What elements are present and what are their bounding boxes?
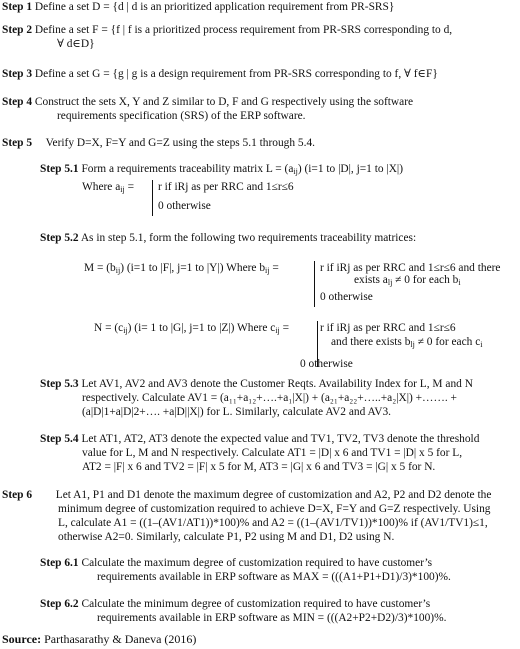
step-5-4 (40, 433, 479, 446)
matrix-m-def: M = (b (84, 262, 116, 274)
step-5-1-case-1: r if iRj as per RRC and 1≤r≤6 (158, 181, 294, 193)
step-5-3-line-1: Let AV1, AV2 and AV3 denote the Customer Reqts. Availability Index for L, M and N (81, 378, 473, 390)
step-6-2-label: Step 6.2 (40, 598, 79, 610)
step-1-label: Step 1 (2, 1, 33, 13)
step-5-4-line-2: value for L, M and N respectively. Calculate AT1 = |D| x 6 and TV1 = |D| x 5 for L, (82, 447, 463, 459)
step-4-label: Step 4 (2, 96, 33, 108)
step-3 (2, 68, 438, 81)
source-citation (2, 633, 196, 646)
step-6-line-2: minimum degree of customization required to achieve D=X, F=Y and G=Z respectively. Using (58, 503, 491, 515)
step-6 (2, 489, 491, 502)
matrix-n-rest: ) (i= 1 to |G|, j=1 to |Z|) Where c (127, 322, 276, 334)
matrix-n-def: N = (c (94, 322, 124, 334)
matrix-n-case-1b-rest: ≠ 0 for each c (414, 336, 481, 348)
step-3-text: Define a set G = {g | g is a design requirement from PR-SRS corresponding to f, ∀ f∈F} (34, 68, 438, 80)
step-6-line-1: Let A1, P1 and D1 denote the maximum degree of customization and A2, P2 and D2 denote the (55, 489, 492, 501)
matrix-m-case-1b-sub: lj (387, 278, 393, 287)
step-5-2-label: Step 5.2 (40, 232, 79, 244)
step-6-1-label: Step 6.1 (40, 557, 79, 569)
step-5-label: Step 5 (2, 137, 33, 149)
step-6-label: Step 6 (2, 489, 33, 501)
step-5-3-line-3: (a|D|1+a|D|2+…. +a|D||X|) for L. Similarly, calculate AV2 and AV3. (82, 406, 392, 418)
matrix-n-case-1b-sub2: i (480, 340, 483, 349)
matrix-m-case-1b-text: exists a (354, 274, 388, 286)
case-brace (152, 180, 153, 216)
step-2 (2, 24, 452, 37)
step-6-1 (40, 557, 432, 570)
step-4-line-1: Construct the sets X, Y and Z similar to D, F and G respectively using the software (34, 96, 414, 108)
step-4-line-2: requirements specification (SRS) of the ERP software. (57, 110, 306, 122)
step-6-2-line-1: Calculate the minimum degree of customization required to have customer’s (81, 598, 431, 610)
matrix-n-sub: ij (123, 326, 128, 335)
step-2-label: Step 2 (2, 24, 33, 36)
matrix-m-case-1: r if iRj as per RRC and 1≤r≤6 and there (320, 262, 501, 274)
matrix-m-case-1b-rest: ≠ 0 for each b (392, 274, 459, 286)
matrix-m-where-sub: ij (265, 266, 270, 275)
step-6-1-line-2: requirements available in ERP software as MAX = (((A1+P1+D1)/3)*100)%. (97, 571, 451, 583)
step-6-2 (40, 598, 430, 611)
step-5-1 (40, 163, 403, 178)
step-5-1-label: Step 5.1 (40, 163, 79, 175)
step-5-4-line-3: AT2 = |F| x 6 and TV2 = |F| x 5 for M, AT3 = |G| x 6 and TV3 = |G| x 5 for N. (82, 461, 436, 473)
step-5-3 (40, 378, 473, 391)
step-1 (2, 1, 394, 14)
matrix-m-rest: ) (i=1 to |F|, j=1 to |Y|) Where b (120, 262, 266, 274)
matrix-m-brace (314, 261, 315, 307)
step-6-line-4: otherwise A2=0. Similarly, calculate P1, P2 using M and D1, D2 using N. (58, 531, 395, 543)
step-5-1-text-after: ) (i=1 to |D|, j=1 to |X|) (297, 163, 404, 175)
matrix-n-case-1b-text: and there exists b (331, 336, 411, 348)
matrix-n-where-sub: ij (275, 326, 280, 335)
step-6-1-line-1: Calculate the maximum degree of customization required to have customer’s (81, 557, 433, 569)
step-5-4-line-1: Let AT1, AT2, AT3 denote the expected value and TV1, TV2, TV3 denote the threshold (81, 433, 480, 445)
step-6-line-3: L, calculate A1 = ((1–(AV1/AT1))*100)% and A2 = ((1–(AV1/TV1))*100)% if (AV1/TV1)≤1, (58, 517, 488, 529)
step-5-1-where: Where $a_{ij}$ = (82, 181, 134, 194)
matrix-n-case-1: r if iRj as per RRC and 1≤r≤6 (320, 322, 456, 334)
step-5-2 (40, 232, 416, 245)
matrix-n-case-1b (331, 336, 482, 351)
where-label: Where a (82, 181, 121, 193)
source-text: Parthasarathy & Daneva (2016) (44, 632, 197, 646)
step-5 (2, 137, 315, 150)
step-5-1-sub: ij (293, 167, 298, 176)
step-5-text: Verify D=X, F=Y and G=Z using the steps 5.1 through 5.4. (45, 137, 315, 149)
matrix-m-case-1b-sub2: i (458, 278, 461, 287)
step-6-2-line-2: requirements available in ERP software as MIN = (((A2+P2+D2)/3)*100)%. (97, 612, 447, 624)
step-5-4-label: Step 5.4 (40, 433, 79, 445)
step-1-text: Define a set D = {d | d is an prioritized application requirement from PR-SRS} (34, 1, 395, 13)
matrix-n-case-2: 0 otherwise (300, 358, 353, 370)
step-3-label: Step 3 (2, 68, 33, 80)
step-2-line-2: ∀ d∈D} (57, 38, 95, 50)
matrix-n-case-1b-sub: lj (410, 340, 415, 349)
step-5-1-text: Form a requirements traceability matrix L = (a (81, 163, 294, 175)
source-label: Source: (2, 632, 42, 646)
matrix-m-sub: ij (115, 266, 121, 275)
step-2-line-1: Define a set F = {f | f is a prioritized process requirement from PR-SRS corresponding to d, (34, 24, 453, 36)
matrix-m-case-1b (354, 274, 461, 289)
step-5-3-label: Step 5.3 (40, 378, 79, 390)
step-4 (2, 96, 413, 109)
step-5-3-line-2: respectively. Calculate AV1 = (a₁₁+a₁₂+….+a₁|X|) + (a₂₁+a₂₂+…..+a₂|X|) +……. + (82, 392, 457, 404)
step-5-1-case-2: 0 otherwise (158, 200, 211, 212)
matrix-n-definition: $N = (c_{ij})$ (i= 1 to |G|, j=1 to |Z|) Where $c_{ij}$ = (94, 322, 290, 335)
step-5-2-text: As in step 5.1, form the following two requirements traceability matrices: (80, 232, 417, 244)
matrix-m-case-2: 0 otherwise (320, 291, 373, 303)
where-sub: ij (120, 185, 125, 194)
matrix-m-definition: $M = (b_{ij})$ (i=1 to |F|, j=1 to |Y|) Where $b_{ij}$ = (84, 262, 279, 275)
